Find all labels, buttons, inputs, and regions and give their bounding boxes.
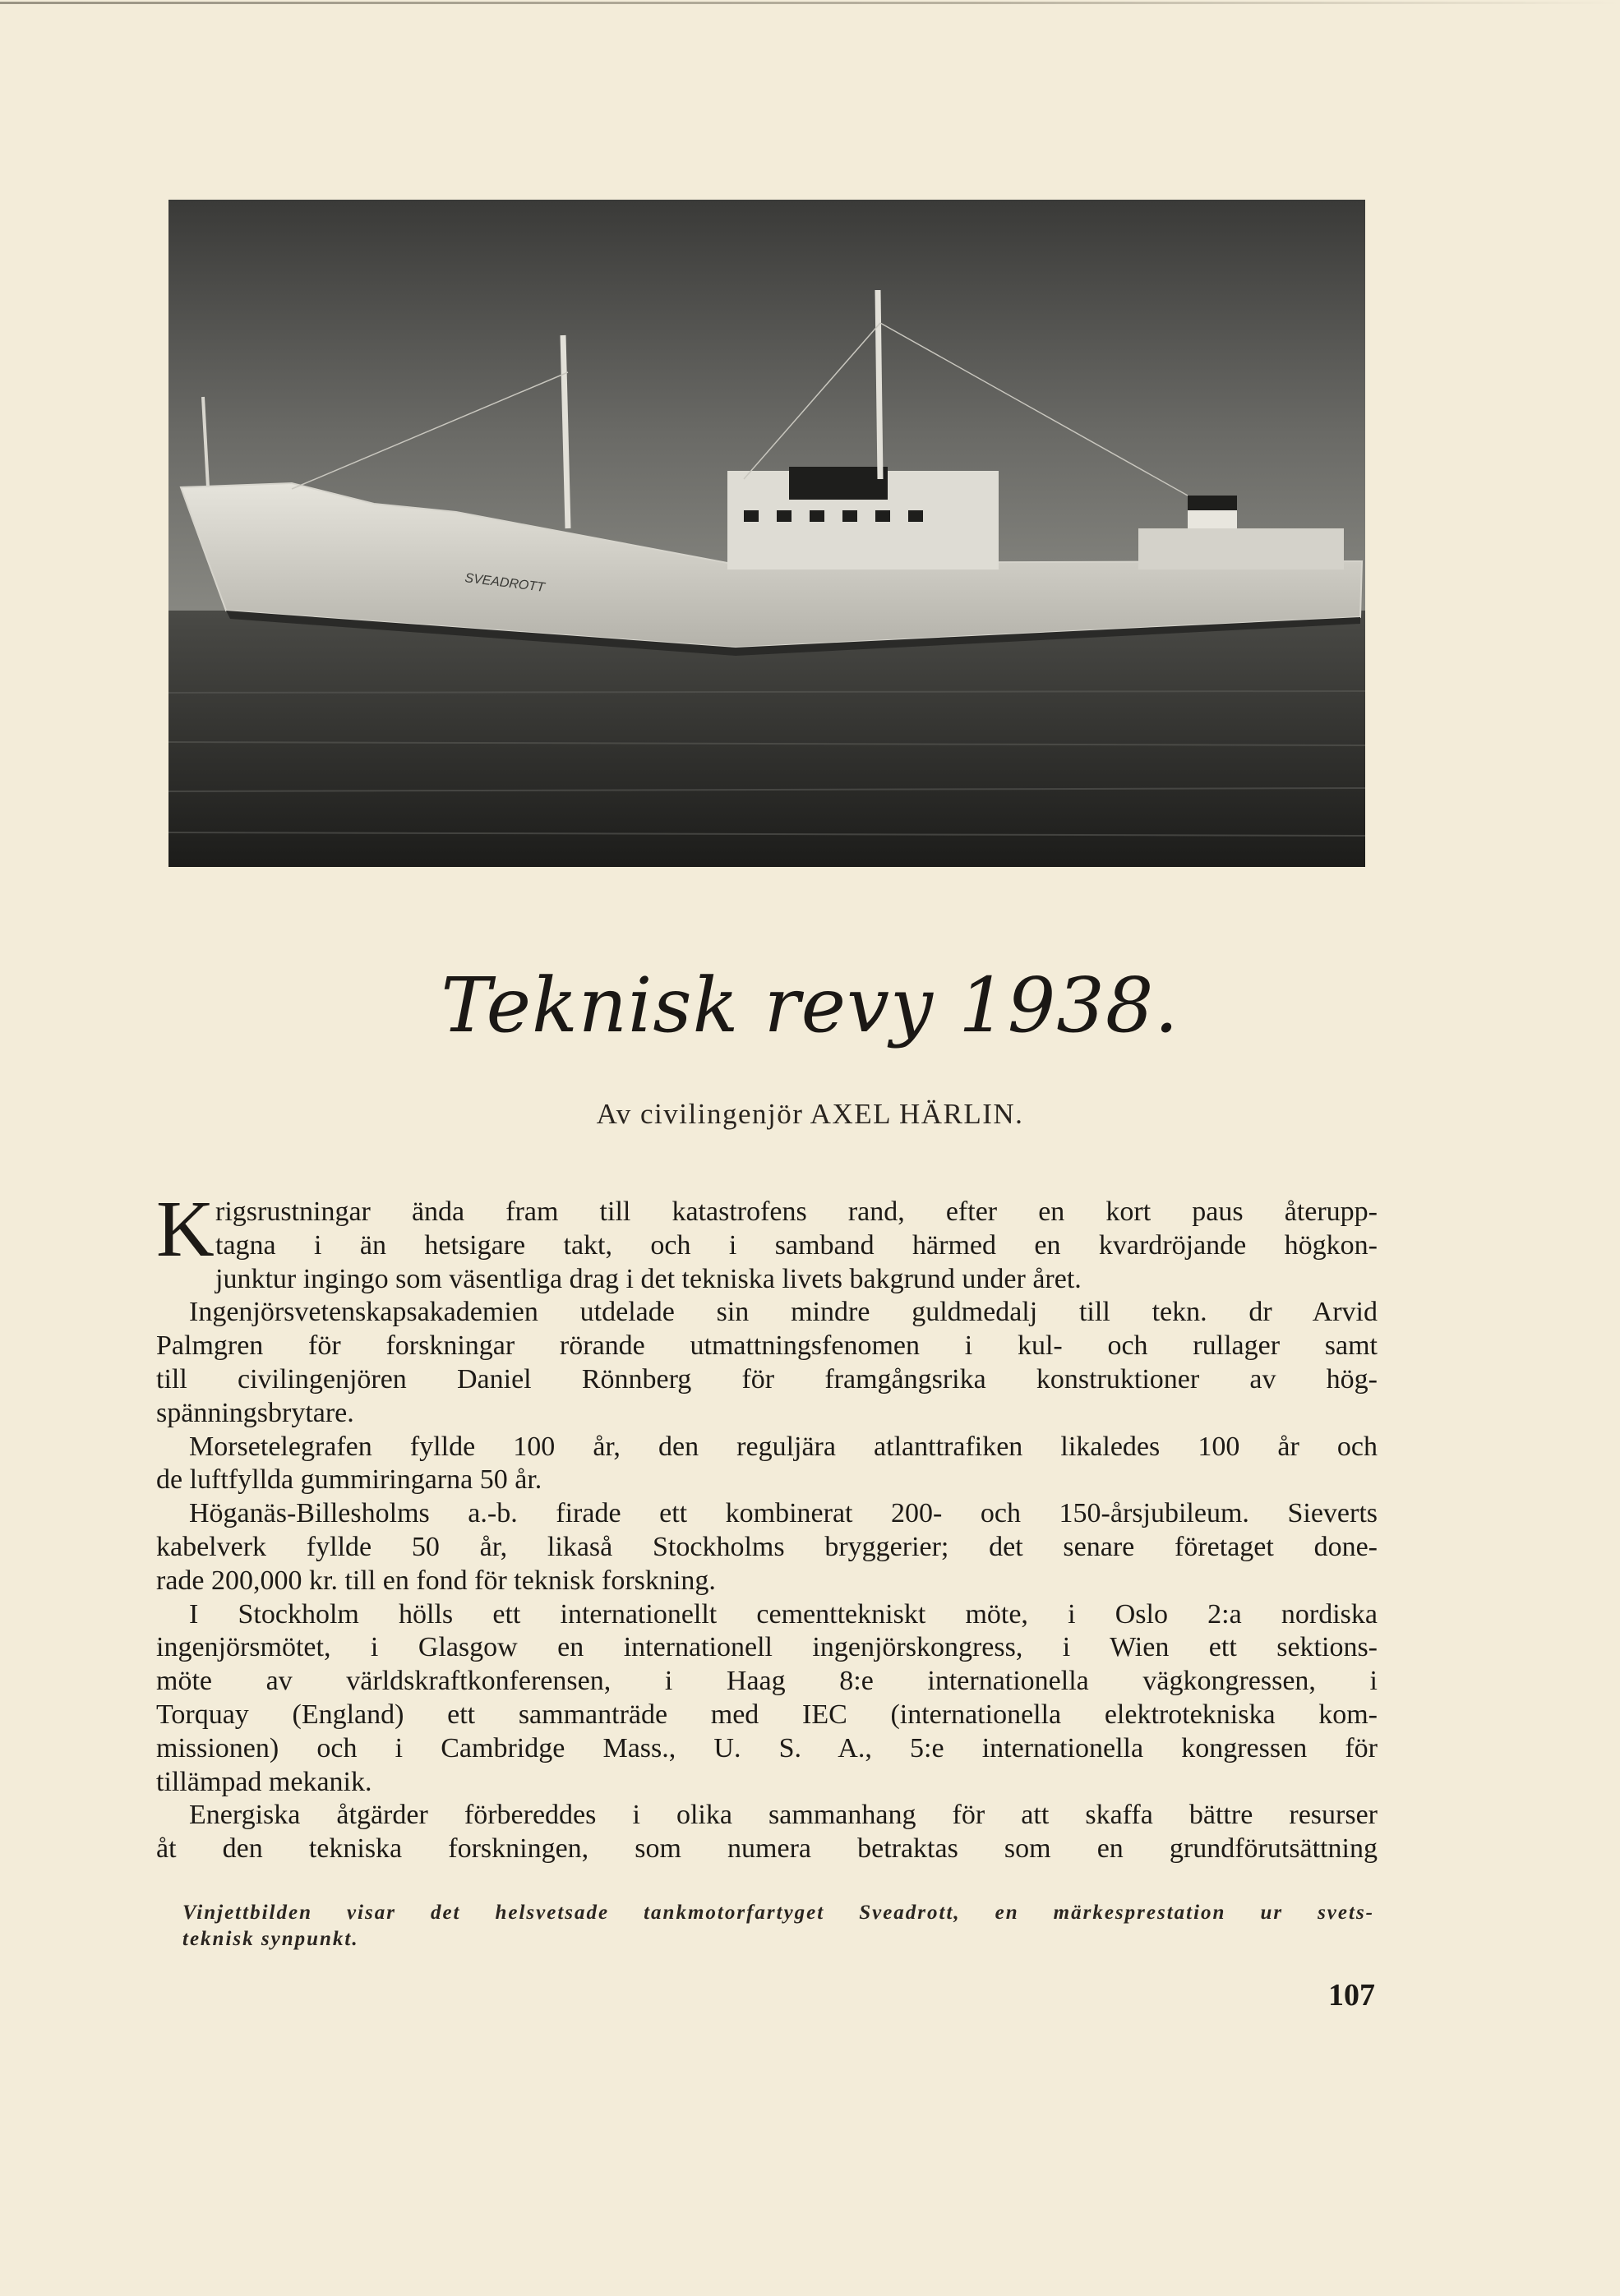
first-paragraph: [156, 1185, 1378, 1274]
body-line: de luftfyllda gummiringarna 50 år.: [156, 1464, 542, 1496]
body-line: Höganäs-Billesholms a.-b. firade ett kombinerat 200- och 150-årsjubileum. Sieverts: [189, 1498, 1378, 1529]
ship-illustration: [168, 200, 1365, 867]
body-line: rade 200,000 kr. till en fond för teknisk forskning.: [156, 1565, 716, 1596]
caption-line: teknisk synpunkt.: [182, 1928, 359, 1950]
body-line: Ingenjörsvetenskapsakademien utdelade sin mindre guldmedalj till tekn. dr Arvid: [189, 1297, 1378, 1328]
body-line: ingenjörsmötet, i Glasgow en internationell ingenjörskongress, i Wien ett sektions-: [156, 1632, 1378, 1663]
body-line: till civilingenjören Daniel Rönnberg för framgångsrika konstruktioner av hög-: [156, 1363, 1378, 1395]
article-title: Teknisk revy 1938.: [441, 961, 1179, 1049]
body-line: missionen) och i Cambridge Mass., U. S. A., 5:e internationella kongressen för: [156, 1732, 1378, 1763]
body-line: Palmgren för forskningar rörande utmattningsfenomen i kul- och rullager samt: [156, 1330, 1378, 1362]
body-line: I Stockholm hölls ett internationellt cementtekniskt möte, i Oslo 2:a nordiska: [189, 1598, 1378, 1630]
ship-name-label: SVEADROTT: [464, 571, 546, 595]
body-line: möte av världskraftkonferensen, i Haag 8:e internationella vägkongressen, i: [156, 1666, 1378, 1697]
drop-cap: K: [156, 1185, 215, 1274]
ship-photo: [168, 200, 1365, 867]
page-number: 107: [1328, 1978, 1375, 2012]
body-line: Energiska åtgärder förbereddes i olika sammanhang för att skaffa bättre resurser: [189, 1800, 1378, 1831]
article-body: [156, 1185, 1378, 1866]
body-line: åt den tekniska forskningen, som numera betraktas som en grundförutsättning: [156, 1833, 1378, 1865]
body-line: rigsrustningar ända fram till katastrofens rand, efter en kort paus återupp-: [215, 1196, 1378, 1227]
body-line: tillämpad mekanik.: [156, 1766, 372, 1797]
caption-line: Vinjettbilden visar det helsvetsade tankmotorfartyget Sveadrott, en märkesprestation ur svets-: [182, 1902, 1374, 1924]
byline: Av civilingenjör AXEL HÄRLIN.: [596, 1098, 1024, 1130]
body-line: Torquay (England) ett sammanträde med IEC (internationella elektrotekniska kom-: [156, 1699, 1378, 1730]
body-line: kabelverk fyllde 50 år, likaså Stockholms bryggerier; det senare företaget done-: [156, 1531, 1378, 1562]
body-line: spänningsbrytare.: [156, 1397, 354, 1428]
photo-caption: [182, 1900, 1374, 1953]
body-line: junktur ingingo som väsentliga drag i det tekniska livets bakgrund under året.: [215, 1263, 1082, 1294]
body-line: Morsetelegrafen fyllde 100 år, den reguljära atlanttrafiken likaledes 100 år och: [189, 1431, 1378, 1462]
body-line: tagna i än hetsigare takt, och i samband härmed en kvardröjande högkon-: [215, 1229, 1378, 1261]
top-rule: [0, 2, 1620, 4]
